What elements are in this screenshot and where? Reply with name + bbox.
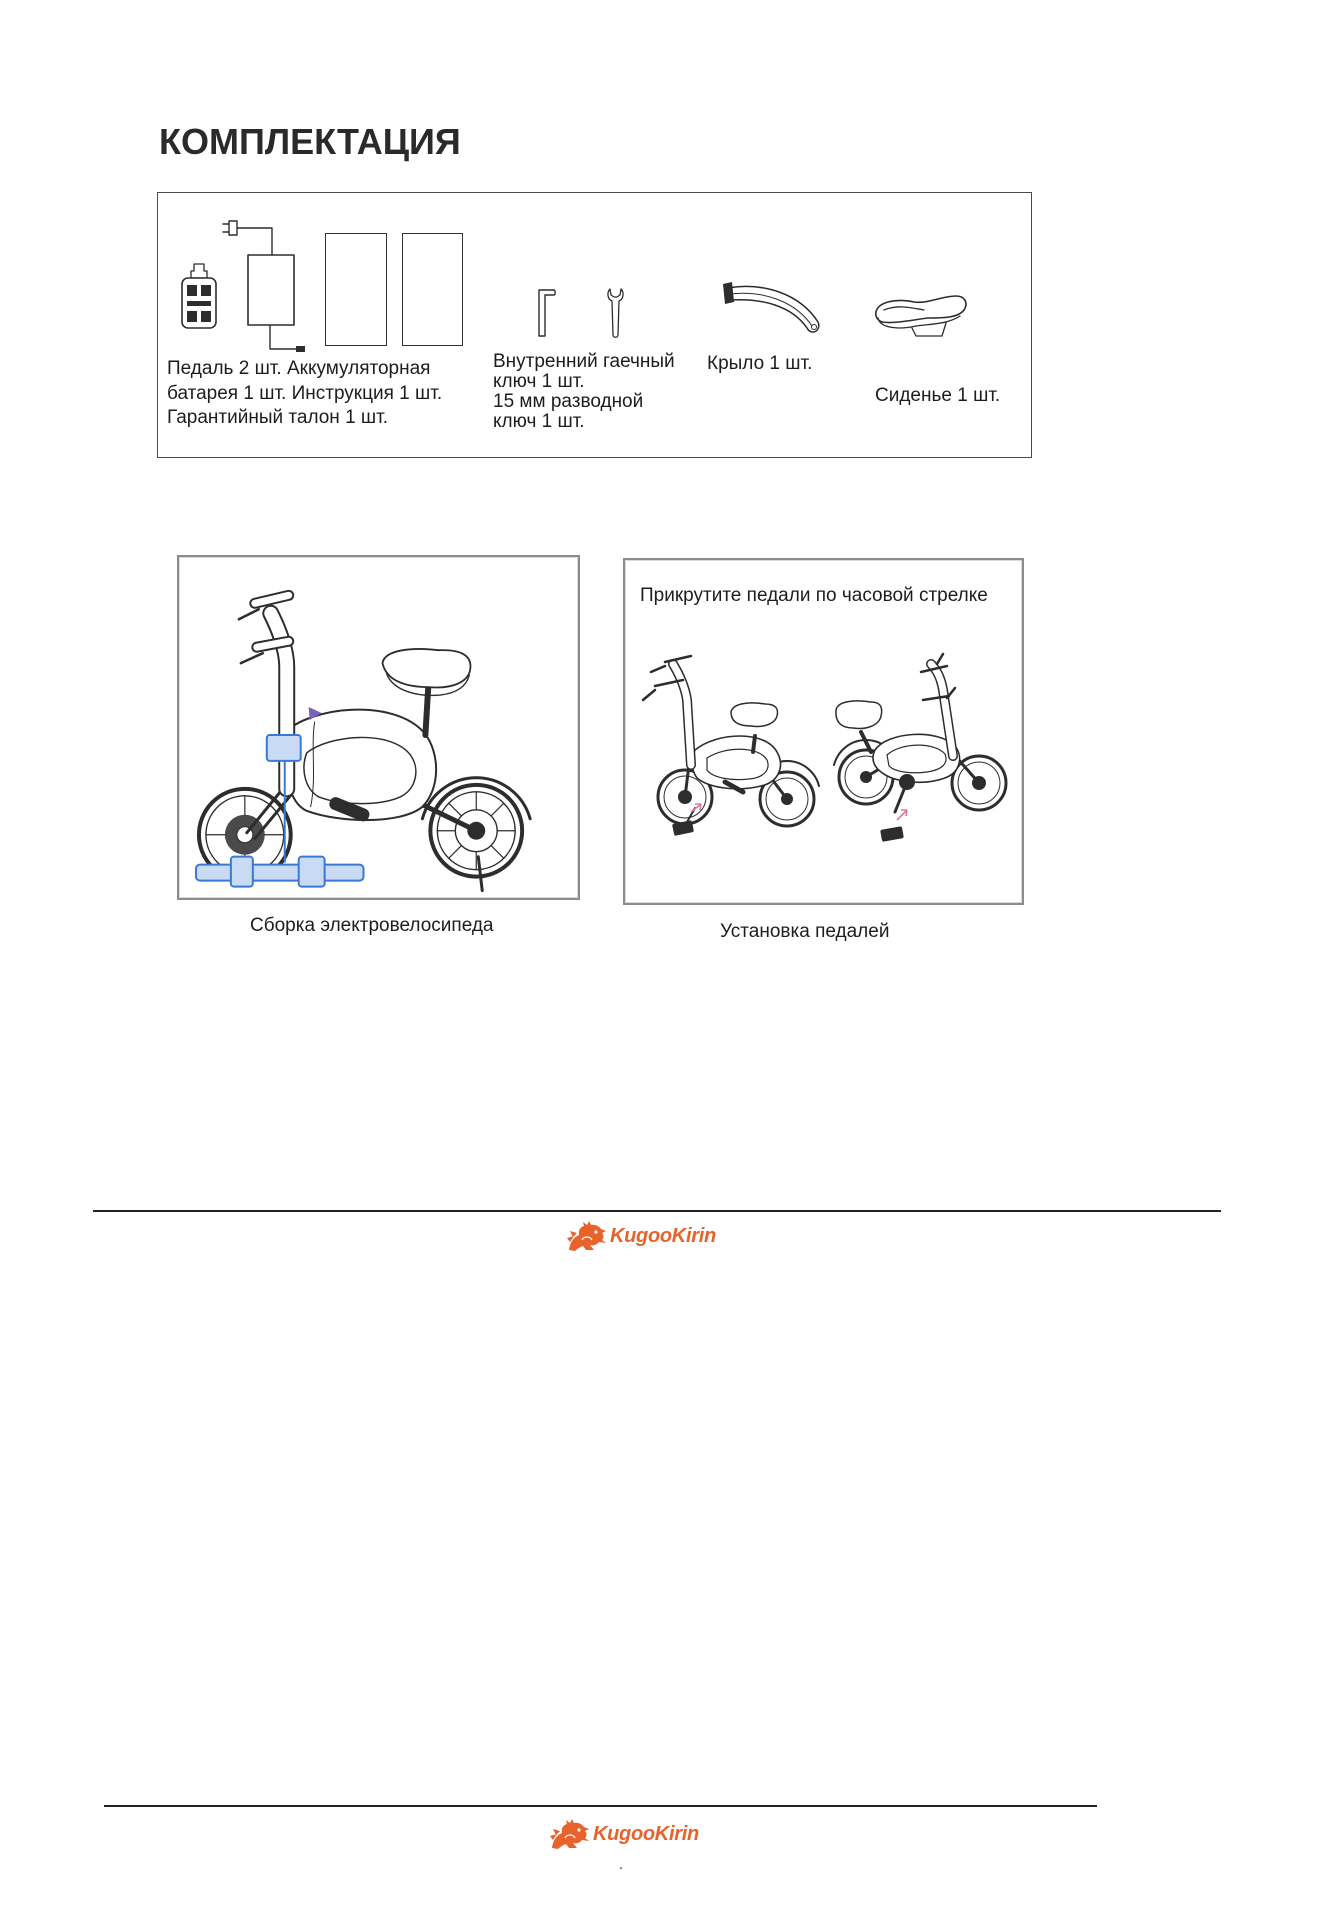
pedal-installation-note: Прикрутите педали по часовой стрелке	[640, 585, 988, 606]
contents-text-keys	[493, 352, 675, 432]
fender-icon	[720, 278, 824, 342]
warranty-card-icon	[402, 233, 463, 346]
pedal-installation-illustration	[625, 560, 1022, 903]
hex-key-icon	[534, 286, 558, 340]
contents-text-fender	[707, 352, 812, 376]
bike-left-side-view	[643, 656, 819, 836]
contents-text-pedal-battery-manual	[167, 357, 442, 431]
contents-line: ключ 1 шт.	[493, 371, 585, 392]
footer-divider	[93, 1210, 1221, 1212]
page-number-mark: .	[619, 1856, 623, 1872]
brand-logo-text: KugooKirin	[593, 1823, 699, 1845]
pedal-installation-figure	[623, 558, 1024, 905]
page-title: КОМПЛЕКТАЦИЯ	[159, 121, 461, 162]
brand-logo	[549, 1817, 699, 1851]
contents-line: 15 мм разводной	[493, 391, 644, 412]
pedal-installation-caption: Установка педалей	[720, 921, 890, 942]
contents-line: Сиденье 1 шт.	[875, 385, 1001, 406]
contents-line: Внутренний гаечный	[493, 351, 675, 372]
dragon-logo-icon	[566, 1220, 608, 1252]
wrench-icon	[605, 286, 627, 340]
pedal	[880, 826, 904, 842]
frame	[284, 710, 436, 820]
battery-charger-icon	[222, 218, 308, 358]
bike-right-side-view	[834, 654, 1006, 842]
bike-assembly-illustration	[179, 557, 578, 898]
contents-line: батарея 1 шт. Инструкция 1 шт.	[167, 382, 443, 404]
contents-line: ключ 1 шт.	[493, 411, 585, 432]
brand-logo	[566, 1219, 716, 1253]
contents-line: Гарантийный талон 1 шт.	[167, 407, 389, 428]
dragon-logo-icon	[549, 1818, 591, 1850]
footer-divider	[104, 1805, 1097, 1807]
brand-logo-text: KugooKirin	[610, 1225, 716, 1247]
contents-line: Крыло 1 шт.	[707, 353, 813, 374]
assembly-figure	[177, 555, 580, 900]
seat-icon	[872, 290, 970, 340]
contents-text-seat	[875, 384, 1000, 408]
pedal-icon	[178, 262, 220, 332]
contents-line: Педаль 2 шт. Аккумуляторная	[167, 358, 431, 379]
instruction-manual-icon	[325, 233, 387, 346]
assembly-caption: Сборка электровелосипеда	[250, 915, 494, 936]
kickstand	[478, 857, 482, 891]
